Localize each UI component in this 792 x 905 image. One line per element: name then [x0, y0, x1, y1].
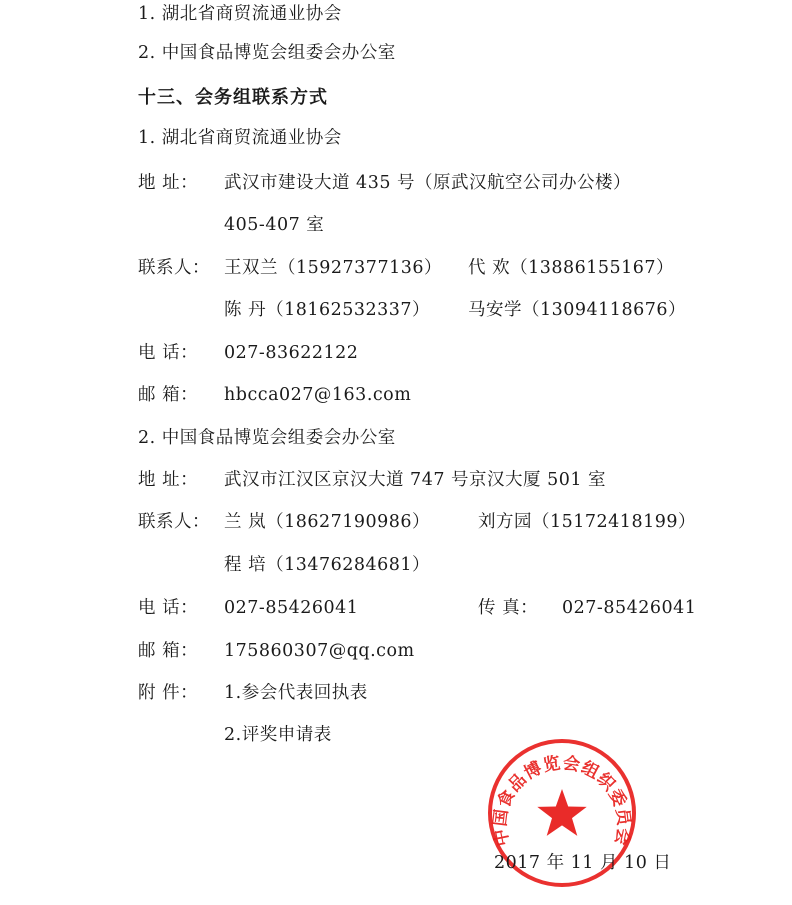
org1-phone-label: 电 话： — [138, 343, 199, 363]
list-item-2: 2. 中国食品博览会组委会办公室 — [138, 43, 396, 63]
org1-address: 武汉市建设大道 435 号（原武汉航空公司办公楼） — [224, 173, 632, 193]
org2-contact-3: 程 培（13476284681） — [224, 555, 431, 575]
org1-address-cont: 405-407 室 — [224, 215, 325, 235]
org1-contact-2: 代 欢（13886155167） — [468, 258, 675, 278]
attachment-1: 1.参会代表回执表 — [224, 683, 368, 703]
org1-title: 1. 湖北省商贸流通业协会 — [138, 128, 342, 148]
org2-phone-label: 电 话： — [138, 598, 199, 618]
org2-email-label: 邮 箱： — [138, 641, 199, 661]
org1-contact-4: 马安学（13094118676） — [468, 300, 686, 320]
document-date: 2017 年 11 月 10 日 — [494, 853, 672, 873]
section-heading: 十三、会务组联系方式 — [138, 87, 328, 108]
org2-address-label: 地 址： — [138, 470, 199, 490]
org2-fax: 027-85426041 — [562, 598, 697, 618]
org2-email: 175860307@qq.com — [224, 641, 415, 661]
org1-contacts-label: 联系人： — [138, 258, 210, 278]
org2-address: 武汉市江汉区京汉大道 747 号京汉大厦 501 室 — [224, 470, 607, 490]
org2-title: 2. 中国食品博览会组委会办公室 — [138, 428, 396, 448]
org1-email-label: 邮 箱： — [138, 385, 199, 405]
org1-email: hbcca027@163.com — [224, 385, 412, 405]
org2-contacts-label: 联系人： — [138, 512, 210, 532]
org2-phone: 027-85426041 — [224, 598, 359, 618]
list-item-1: 1. 湖北省商贸流通业协会 — [138, 4, 342, 24]
org1-contact-1: 王双兰（15927377136） — [224, 258, 442, 278]
star-icon — [537, 789, 586, 836]
org1-address-label: 地 址： — [138, 173, 199, 193]
org1-contact-3: 陈 丹（18162532337） — [224, 300, 431, 320]
org2-contact-1: 兰 岚（18627190986） — [224, 512, 431, 532]
attachment-2: 2.评奖申请表 — [224, 725, 332, 745]
org2-contact-2: 刘方园（15172418199） — [478, 512, 696, 532]
seal-text: 中国食品博览会组织委员会 — [490, 753, 634, 848]
org2-fax-label: 传 真： — [478, 598, 539, 618]
org1-phone: 027-83622122 — [224, 343, 359, 363]
attachments-label: 附 件： — [138, 683, 199, 703]
